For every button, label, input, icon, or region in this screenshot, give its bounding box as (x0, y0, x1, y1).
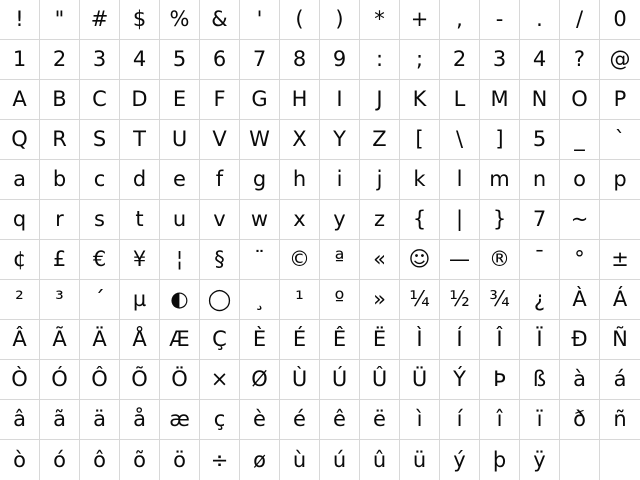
glyph-cell[interactable]: 8 (280, 40, 320, 80)
glyph-cell[interactable]: ! (0, 0, 40, 40)
glyph-cell[interactable]: å (120, 400, 160, 440)
glyph-cell[interactable]: O (560, 80, 600, 120)
glyph-cell[interactable] (600, 440, 640, 480)
glyph-cell[interactable]: T (120, 120, 160, 160)
glyph-cell[interactable]: U (160, 120, 200, 160)
glyph-cell[interactable]: ] (480, 120, 520, 160)
glyph-cell[interactable]: [ (400, 120, 440, 160)
glyph-cell[interactable]: Ê (320, 320, 360, 360)
glyph-cell[interactable]: 4 (120, 40, 160, 80)
glyph-cell[interactable]: & (200, 0, 240, 40)
glyph-cell[interactable]: õ (120, 440, 160, 480)
glyph-cell[interactable]: æ (160, 400, 200, 440)
glyph-cell[interactable]: b (40, 160, 80, 200)
glyph-cell[interactable]: à (560, 360, 600, 400)
glyph-cell[interactable]: ~ (560, 200, 600, 240)
glyph-cell[interactable]: í (440, 400, 480, 440)
glyph-cell[interactable]: ò (0, 440, 40, 480)
glyph-cell[interactable]: : (360, 40, 400, 80)
glyph-cell[interactable]: ä (80, 400, 120, 440)
glyph-cell[interactable]: Ü (400, 360, 440, 400)
glyph-cell[interactable]: ) (320, 0, 360, 40)
glyph-cell[interactable]: Â (0, 320, 40, 360)
glyph-cell[interactable]: 7 (240, 40, 280, 80)
glyph-cell[interactable]: Û (360, 360, 400, 400)
glyph-cell[interactable]: ? (560, 40, 600, 80)
glyph-cell[interactable]: á (600, 360, 640, 400)
glyph-cell[interactable]: Ë (360, 320, 400, 360)
glyph-cell[interactable]: ô (80, 440, 120, 480)
glyph-cell[interactable]: ç (200, 400, 240, 440)
glyph-cell[interactable]: o (560, 160, 600, 200)
glyph-cell[interactable]: ` (600, 120, 640, 160)
glyph-cell[interactable]: 2 (40, 40, 80, 80)
glyph-cell[interactable]: w (240, 200, 280, 240)
glyph-cell[interactable]: h (280, 160, 320, 200)
glyph-cell[interactable]: À (560, 280, 600, 320)
glyph-cell[interactable]: 2 (440, 40, 480, 80)
glyph-cell[interactable]: / (560, 0, 600, 40)
glyph-cell[interactable]: ð (560, 400, 600, 440)
glyph-cell[interactable]: Ó (40, 360, 80, 400)
glyph-cell[interactable]: 5 (520, 120, 560, 160)
glyph-cell[interactable]: ê (320, 400, 360, 440)
glyph-cell[interactable]: z (360, 200, 400, 240)
glyph-cell[interactable]: y (320, 200, 360, 240)
glyph-cell[interactable]: Á (600, 280, 640, 320)
glyph-cell[interactable]: £ (40, 240, 80, 280)
glyph-cell[interactable]: ³ (40, 280, 80, 320)
glyph-cell[interactable]: ø (240, 440, 280, 480)
glyph-cell[interactable]: l (440, 160, 480, 200)
glyph-cell[interactable]: È (240, 320, 280, 360)
glyph-cell[interactable]: ñ (600, 400, 640, 440)
glyph-cell[interactable]: ¹ (280, 280, 320, 320)
glyph-cell[interactable]: € (80, 240, 120, 280)
glyph-cell[interactable]: ¾ (480, 280, 520, 320)
glyph-cell[interactable]: Q (0, 120, 40, 160)
glyph-cell[interactable]: J (360, 80, 400, 120)
glyph-cell[interactable]: ã (40, 400, 80, 440)
glyph-cell[interactable]: ª (320, 240, 360, 280)
glyph-cell[interactable]: q (0, 200, 40, 240)
glyph-cell[interactable]: W (240, 120, 280, 160)
glyph-cell[interactable]: Þ (480, 360, 520, 400)
glyph-cell[interactable]: ¦ (160, 240, 200, 280)
glyph-cell[interactable]: F (200, 80, 240, 120)
glyph-cell[interactable]: S (80, 120, 120, 160)
glyph-cell[interactable]: Ä (80, 320, 120, 360)
glyph-cell[interactable]: Y (320, 120, 360, 160)
glyph-cell[interactable]: ° (560, 240, 600, 280)
glyph-cell[interactable]: { (400, 200, 440, 240)
glyph-cell[interactable]: Ì (400, 320, 440, 360)
glyph-cell[interactable]: c (80, 160, 120, 200)
glyph-cell[interactable]: a (0, 160, 40, 200)
glyph-cell[interactable]: $ (120, 0, 160, 40)
glyph-cell[interactable]: 4 (520, 40, 560, 80)
glyph-cell[interactable]: Ô (80, 360, 120, 400)
glyph-cell[interactable]: 7 (520, 200, 560, 240)
glyph-cell[interactable]: ¢ (0, 240, 40, 280)
glyph-cell[interactable]: t (120, 200, 160, 240)
glyph-cell[interactable]: É (280, 320, 320, 360)
glyph-cell[interactable]: Å (120, 320, 160, 360)
glyph-cell[interactable]: ¿ (520, 280, 560, 320)
glyph-cell[interactable]: § (200, 240, 240, 280)
glyph-cell[interactable]: Õ (120, 360, 160, 400)
glyph-cell[interactable]: ï (520, 400, 560, 440)
glyph-cell[interactable]: ó (40, 440, 80, 480)
glyph-cell[interactable]: 9 (320, 40, 360, 80)
glyph-cell[interactable]: 3 (80, 40, 120, 80)
glyph-cell[interactable]: ; (400, 40, 440, 80)
glyph-cell[interactable]: ´ (80, 280, 120, 320)
glyph-cell[interactable]: . (520, 0, 560, 40)
glyph-cell[interactable]: ☺ (400, 240, 440, 280)
glyph-cell[interactable]: µ (120, 280, 160, 320)
glyph-cell[interactable]: Ö (160, 360, 200, 400)
glyph-cell[interactable]: Ù (280, 360, 320, 400)
glyph-cell[interactable]: I (320, 80, 360, 120)
glyph-cell[interactable]: Í (440, 320, 480, 360)
glyph-cell[interactable]: ¨ (240, 240, 280, 280)
glyph-cell[interactable]: R (40, 120, 80, 160)
glyph-cell[interactable]: # (80, 0, 120, 40)
glyph-cell[interactable]: u (160, 200, 200, 240)
glyph-cell[interactable]: \ (440, 120, 480, 160)
glyph-cell[interactable]: ß (520, 360, 560, 400)
glyph-cell[interactable]: î (480, 400, 520, 440)
glyph-cell[interactable]: d (120, 160, 160, 200)
glyph-cell[interactable]: ½ (440, 280, 480, 320)
glyph-cell[interactable]: ± (600, 240, 640, 280)
glyph-cell[interactable]: B (40, 80, 80, 120)
glyph-cell[interactable]: â (0, 400, 40, 440)
glyph-cell[interactable]: , (440, 0, 480, 40)
glyph-cell[interactable]: ÿ (520, 440, 560, 480)
glyph-cell[interactable]: g (240, 160, 280, 200)
glyph-cell[interactable]: Ñ (600, 320, 640, 360)
glyph-cell[interactable]: ◐ (160, 280, 200, 320)
glyph-cell[interactable]: * (360, 0, 400, 40)
glyph-cell[interactable]: ¼ (400, 280, 440, 320)
glyph-cell[interactable]: 5 (160, 40, 200, 80)
glyph-cell[interactable]: ü (400, 440, 440, 480)
glyph-cell[interactable]: è (240, 400, 280, 440)
glyph-cell[interactable]: % (160, 0, 200, 40)
glyph-cell[interactable]: ù (280, 440, 320, 480)
glyph-cell[interactable]: N (520, 80, 560, 120)
glyph-cell[interactable]: ² (0, 280, 40, 320)
glyph-cell[interactable]: Î (480, 320, 520, 360)
glyph-cell[interactable]: M (480, 80, 520, 120)
glyph-cell[interactable]: H (280, 80, 320, 120)
glyph-cell[interactable]: v (200, 200, 240, 240)
glyph-cell[interactable]: p (600, 160, 640, 200)
glyph-cell[interactable]: º (320, 280, 360, 320)
glyph-cell[interactable]: P (600, 80, 640, 120)
glyph-cell[interactable]: @ (600, 40, 640, 80)
glyph-cell[interactable]: X (280, 120, 320, 160)
glyph-cell[interactable]: _ (560, 120, 600, 160)
glyph-cell[interactable]: 1 (0, 40, 40, 80)
glyph-cell[interactable]: D (120, 80, 160, 120)
glyph-cell[interactable]: © (280, 240, 320, 280)
glyph-cell[interactable]: V (200, 120, 240, 160)
glyph-cell[interactable]: » (360, 280, 400, 320)
glyph-cell[interactable]: G (240, 80, 280, 120)
glyph-cell[interactable]: " (40, 0, 80, 40)
glyph-cell[interactable]: 0 (600, 0, 640, 40)
glyph-cell[interactable]: Ø (240, 360, 280, 400)
glyph-cell[interactable]: Ú (320, 360, 360, 400)
glyph-cell[interactable]: E (160, 80, 200, 120)
glyph-cell[interactable]: ◯ (200, 280, 240, 320)
glyph-cell[interactable]: ì (400, 400, 440, 440)
glyph-cell[interactable]: Æ (160, 320, 200, 360)
glyph-cell[interactable]: x (280, 200, 320, 240)
glyph-cell[interactable]: Ò (0, 360, 40, 400)
glyph-cell[interactable]: 6 (200, 40, 240, 80)
glyph-cell[interactable]: — (440, 240, 480, 280)
glyph-cell[interactable]: é (280, 400, 320, 440)
glyph-cell[interactable]: Ï (520, 320, 560, 360)
glyph-cell[interactable]: ' (240, 0, 280, 40)
glyph-cell[interactable]: ¯ (520, 240, 560, 280)
glyph-cell[interactable]: - (480, 0, 520, 40)
glyph-cell[interactable]: Ð (560, 320, 600, 360)
glyph-cell[interactable]: ý (440, 440, 480, 480)
glyph-cell[interactable]: + (400, 0, 440, 40)
glyph-cell[interactable]: Ç (200, 320, 240, 360)
glyph-cell[interactable] (560, 440, 600, 480)
glyph-cell[interactable]: i (320, 160, 360, 200)
glyph-cell[interactable]: ú (320, 440, 360, 480)
glyph-cell[interactable]: ¥ (120, 240, 160, 280)
glyph-cell[interactable]: L (440, 80, 480, 120)
glyph-cell[interactable]: C (80, 80, 120, 120)
glyph-cell[interactable]: ë (360, 400, 400, 440)
glyph-cell[interactable]: Z (360, 120, 400, 160)
glyph-cell[interactable]: } (480, 200, 520, 240)
glyph-cell[interactable]: s (80, 200, 120, 240)
glyph-cell[interactable]: m (480, 160, 520, 200)
glyph-cell[interactable]: Ã (40, 320, 80, 360)
glyph-cell[interactable]: r (40, 200, 80, 240)
glyph-cell[interactable]: | (440, 200, 480, 240)
glyph-cell[interactable]: ÷ (200, 440, 240, 480)
glyph-cell[interactable]: × (200, 360, 240, 400)
glyph-cell[interactable]: A (0, 80, 40, 120)
glyph-cell[interactable]: ¸ (240, 280, 280, 320)
glyph-cell[interactable]: n (520, 160, 560, 200)
glyph-cell[interactable] (600, 200, 640, 240)
glyph-cell[interactable]: j (360, 160, 400, 200)
glyph-cell[interactable]: 3 (480, 40, 520, 80)
glyph-cell[interactable]: ö (160, 440, 200, 480)
glyph-cell[interactable]: « (360, 240, 400, 280)
glyph-cell[interactable]: K (400, 80, 440, 120)
glyph-cell[interactable]: e (160, 160, 200, 200)
glyph-cell[interactable]: þ (480, 440, 520, 480)
glyph-cell[interactable]: f (200, 160, 240, 200)
glyph-cell[interactable]: k (400, 160, 440, 200)
glyph-cell[interactable]: ( (280, 0, 320, 40)
glyph-cell[interactable]: Ý (440, 360, 480, 400)
glyph-cell[interactable]: û (360, 440, 400, 480)
glyph-cell[interactable]: ® (480, 240, 520, 280)
